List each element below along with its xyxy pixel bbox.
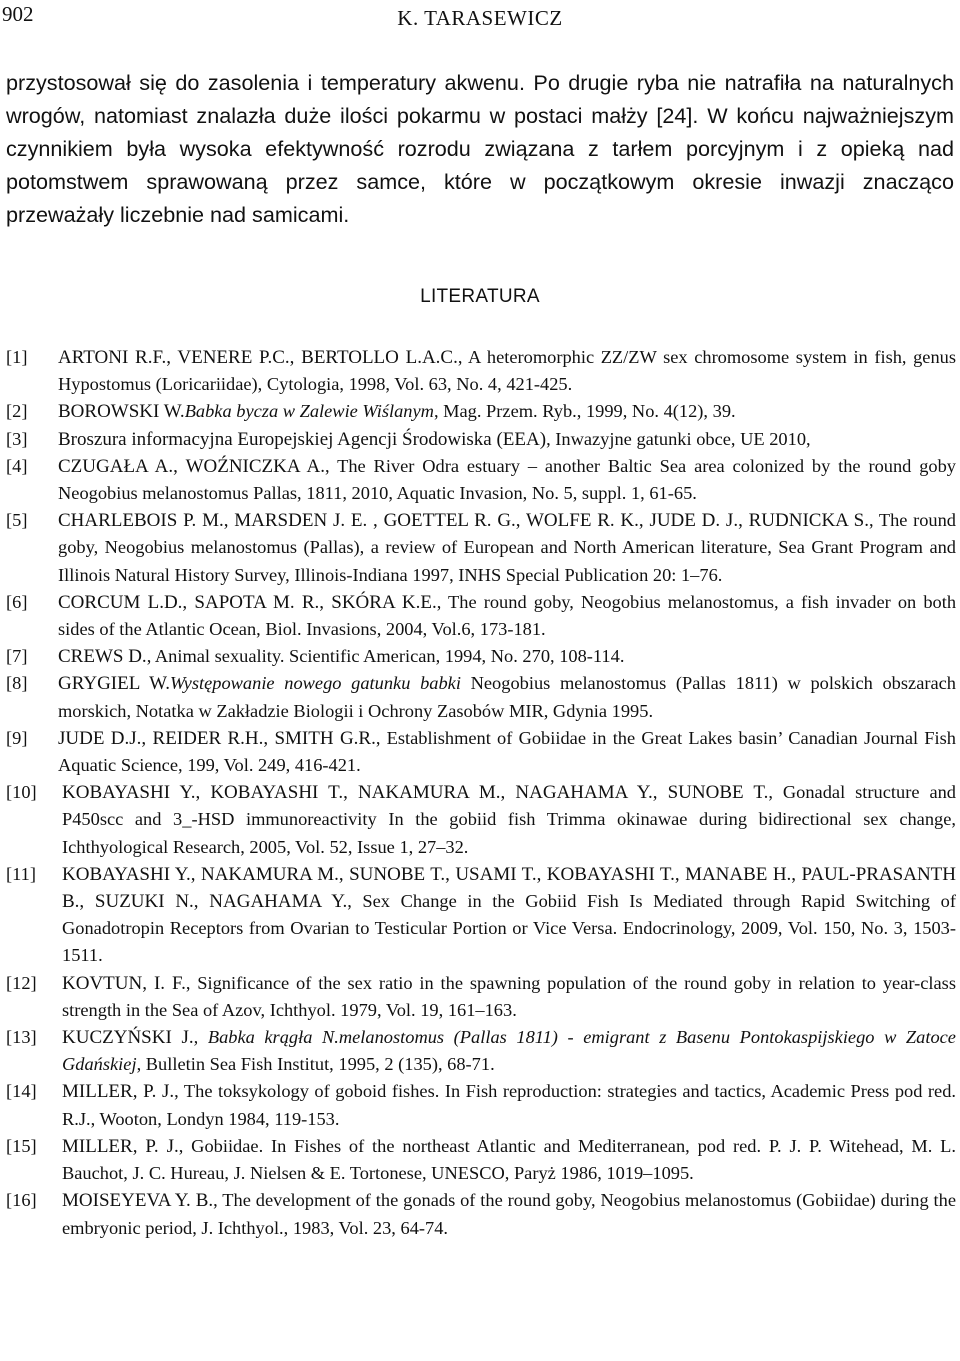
reference-details: , Sex Change in the Gobiid Fish Is Mediated through Rapid Switching of Gonadotropin Receptors from Ovarian to Testicular Portion or Vice Versa. Endocrinology, 2009, Vol. 150, No. 3, 1503-1511. xyxy=(62,891,956,966)
reference-item xyxy=(6,725,956,779)
reference-details: , Mag. Przem. Ryb., 1999, No. 4(12), 39. xyxy=(433,401,736,422)
reference-item xyxy=(6,453,956,507)
page-number: 902 xyxy=(2,2,34,26)
reference-authors: JUDE D.J., REIDER R.H., SMITH G.R. xyxy=(58,727,376,749)
reference-authors: KUCZYŃSKI J. xyxy=(62,1027,194,1049)
reference-authors: MILLER, P. J. xyxy=(62,1135,179,1157)
reference-number: [15] xyxy=(6,1135,37,1156)
reference-item xyxy=(6,507,956,589)
reference-item xyxy=(6,779,956,861)
body-paragraph: przystosował się do zasolenia i temperatury akwenu. Po drugie ryba nie natrafiła na naturalnych wrogów, natomiast znalazła duże ilości pokarmu w postaci małży [24]. W końcu najważniejszym czynnikiem była wysoka efektywność rozrodu związana z tarłem porcyjnym i z opieką nad potomstwem sprawowaną przez samce, które w początkowym okresie inwazji znacząco przeważały liczebnie nad samicami. xyxy=(6,70,954,227)
reference-details: , Inwazyjne gatunki obce, UE 2010, xyxy=(546,428,811,449)
reference-title: Występowanie nowego gatunku babki xyxy=(170,673,461,694)
running-head: K. TARASEWICZ xyxy=(397,6,563,30)
reference-authors: ARTONI R.F., VENERE P.C., BERTOLLO L.A.C. xyxy=(58,347,458,368)
reference-number: [14] xyxy=(6,1081,37,1102)
reference-number: [4] xyxy=(6,455,28,476)
reference-authors: CZUGAŁA A., WOŹNICZKA A. xyxy=(58,455,325,477)
reference-number: [8] xyxy=(6,673,28,694)
body-paragraph-block xyxy=(6,66,954,231)
reference-details: , The development of the gonads of the round goby, Neogobius melanostomus (Gobiidae) during the embryonic period, J. Ichthyol., 1983, Vol. 23, 64-74. xyxy=(62,1190,956,1238)
reference-authors: MILLER, P. J. xyxy=(62,1081,175,1103)
reference-item xyxy=(6,861,956,970)
reference-number: [11] xyxy=(6,863,36,884)
reference-item xyxy=(6,970,956,1024)
reference-number: [2] xyxy=(6,401,28,422)
reference-item xyxy=(6,1133,956,1187)
reference-details: , The round goby, Neogobius melanostomus, a fish invader on both sides of the Atlantic Ocean, Biol. Invasions, 2004, Vol.6, 173-181. xyxy=(58,591,957,640)
reference-item xyxy=(6,344,956,398)
reference-authors: GRYGIEL W. xyxy=(58,673,171,695)
reference-item xyxy=(6,1187,956,1241)
reference-number: [10] xyxy=(6,782,37,803)
reference-authors: KOBAYASHI Y., KOBAYASHI T., NAKAMURA M., NAGAHAMA Y., SUNOBE T. xyxy=(62,782,769,804)
reference-item xyxy=(6,670,956,724)
reference-number: [6] xyxy=(6,591,28,612)
literature-heading: LITERATURA xyxy=(420,286,540,307)
reference-authors: BOROWSKI W. xyxy=(58,401,185,423)
reference-number: [1] xyxy=(6,347,28,367)
reference-details: , Gobiidae. In Fishes of the northeast Atlantic and Mediterranean, pod red. P. J. P. Witehead, M. L. Bauchot, J. C. Hureau, J. Nielsen & E. Tortonese, UNESCO, Paryż 1986, 1019–1095. xyxy=(62,1135,956,1184)
reference-details: , Bulletin Sea Fish Institut, 1995, 2 (135), 68-71. xyxy=(136,1054,495,1075)
reference-item xyxy=(6,643,956,670)
reference-details: , Animal sexuality. Scientific American, 1994, No. 270, 108-114. xyxy=(146,646,625,667)
reference-number: [13] xyxy=(6,1027,37,1048)
reference-number: [5] xyxy=(6,510,28,531)
reference-number: [3] xyxy=(6,428,28,449)
reference-authors: MOISEYEVA Y. B. xyxy=(62,1190,214,1212)
reference-number: [12] xyxy=(6,972,37,993)
reference-details: , Significance of the sex ratio in the spawning population of the round goby in relation to year-class strength in the Sea of Azov, Ichthyol. 1979, Vol. 19, 161–163. xyxy=(62,972,956,1020)
reference-authors: CORCUM L.D., SAPOTA M. R., SKÓRA K.E. xyxy=(58,591,437,613)
reference-authors: KOVTUN, I. F. xyxy=(62,972,186,994)
reference-title: , Babka krągła N.melanostomus (Pallas 1811) - emigrant z Basenu Pontokaspijskiego w Zatoce Gdańskiej xyxy=(62,1027,956,1075)
reference-authors: CREWS D. xyxy=(58,646,147,668)
reference-item xyxy=(6,1078,956,1132)
reference-item xyxy=(6,398,956,425)
reference-number: [16] xyxy=(6,1190,37,1211)
reference-details: , The toksykology of goboid fishes. In Fish reproduction: strategies and tactics, Academic Press pod red. R.J., Wooton, Londyn 1984, 119-153. xyxy=(62,1081,956,1129)
reference-details: Neogobius melanostomus (Pallas 1811) w polskich obszarach morskich, Notatka w Zakładzie Biologii i Ochrony Zasobów MIR, Gdynia 1995. xyxy=(58,673,956,721)
reference-details: , A heteromorphic ZZ/ZW sex chromosome system in fish, genus Hypostomus (Loricariidae), Cytologia, 1998, Vol. 63, No. 4, 421-425. xyxy=(58,347,956,395)
reference-authors: CHARLEBOIS P. M., MARSDEN J. E. , GOETTEL R. G., WOLFE R. K., JUDE D. J., RUDNICKA S. xyxy=(58,510,869,532)
reference-details: , The River Odra estuary – another Baltic Sea area colonized by the round goby Neogobius melanostomus Pallas, 1811, 2010, Aquatic Invasion, No. 5, suppl. 1, 61-65. xyxy=(58,455,956,504)
reference-details: , Establishment of Gobiidae in the Great Lakes basin’ Canadian Journal Fish Aquatic Science, 199, Vol. 249, 416-421. xyxy=(58,727,956,776)
reference-number: [7] xyxy=(6,646,28,667)
reference-details: , The round goby, Neogobius melanostomus (Pallas), a review of European and North American literature, Sea Grant Program and Illinois Natural History Survey, Illinois-Indiana 1997, INHS Special Publication 20: 1–76. xyxy=(58,510,957,585)
reference-number: [9] xyxy=(6,727,28,748)
reference-item xyxy=(6,426,956,453)
reference-details: , Gonadal structure and P450scc and 3_-HSD immunoreactivity In the gobiid fish Trimma okinawae during bidirectional sex change, Ichthyological Research, 2005, Vol. 52, Issue 1, 27–32. xyxy=(62,782,956,857)
reference-title: Babka bycza w Zalewie Wiślanym xyxy=(184,401,434,422)
reference-list xyxy=(6,344,956,1242)
reference-authors: KOBAYASHI Y., NAKAMURA M., SUNOBE T., USAMI T., KOBAYASHI T., MANABE H., PAUL-PRASANTH B., SUZUKI N., NAGAHAMA Y. xyxy=(62,863,956,913)
reference-item xyxy=(6,589,956,643)
reference-authors: Broszura informacyjna Europejskiej Agencji Środowiska (EEA) xyxy=(58,428,547,450)
reference-item xyxy=(6,1024,956,1078)
